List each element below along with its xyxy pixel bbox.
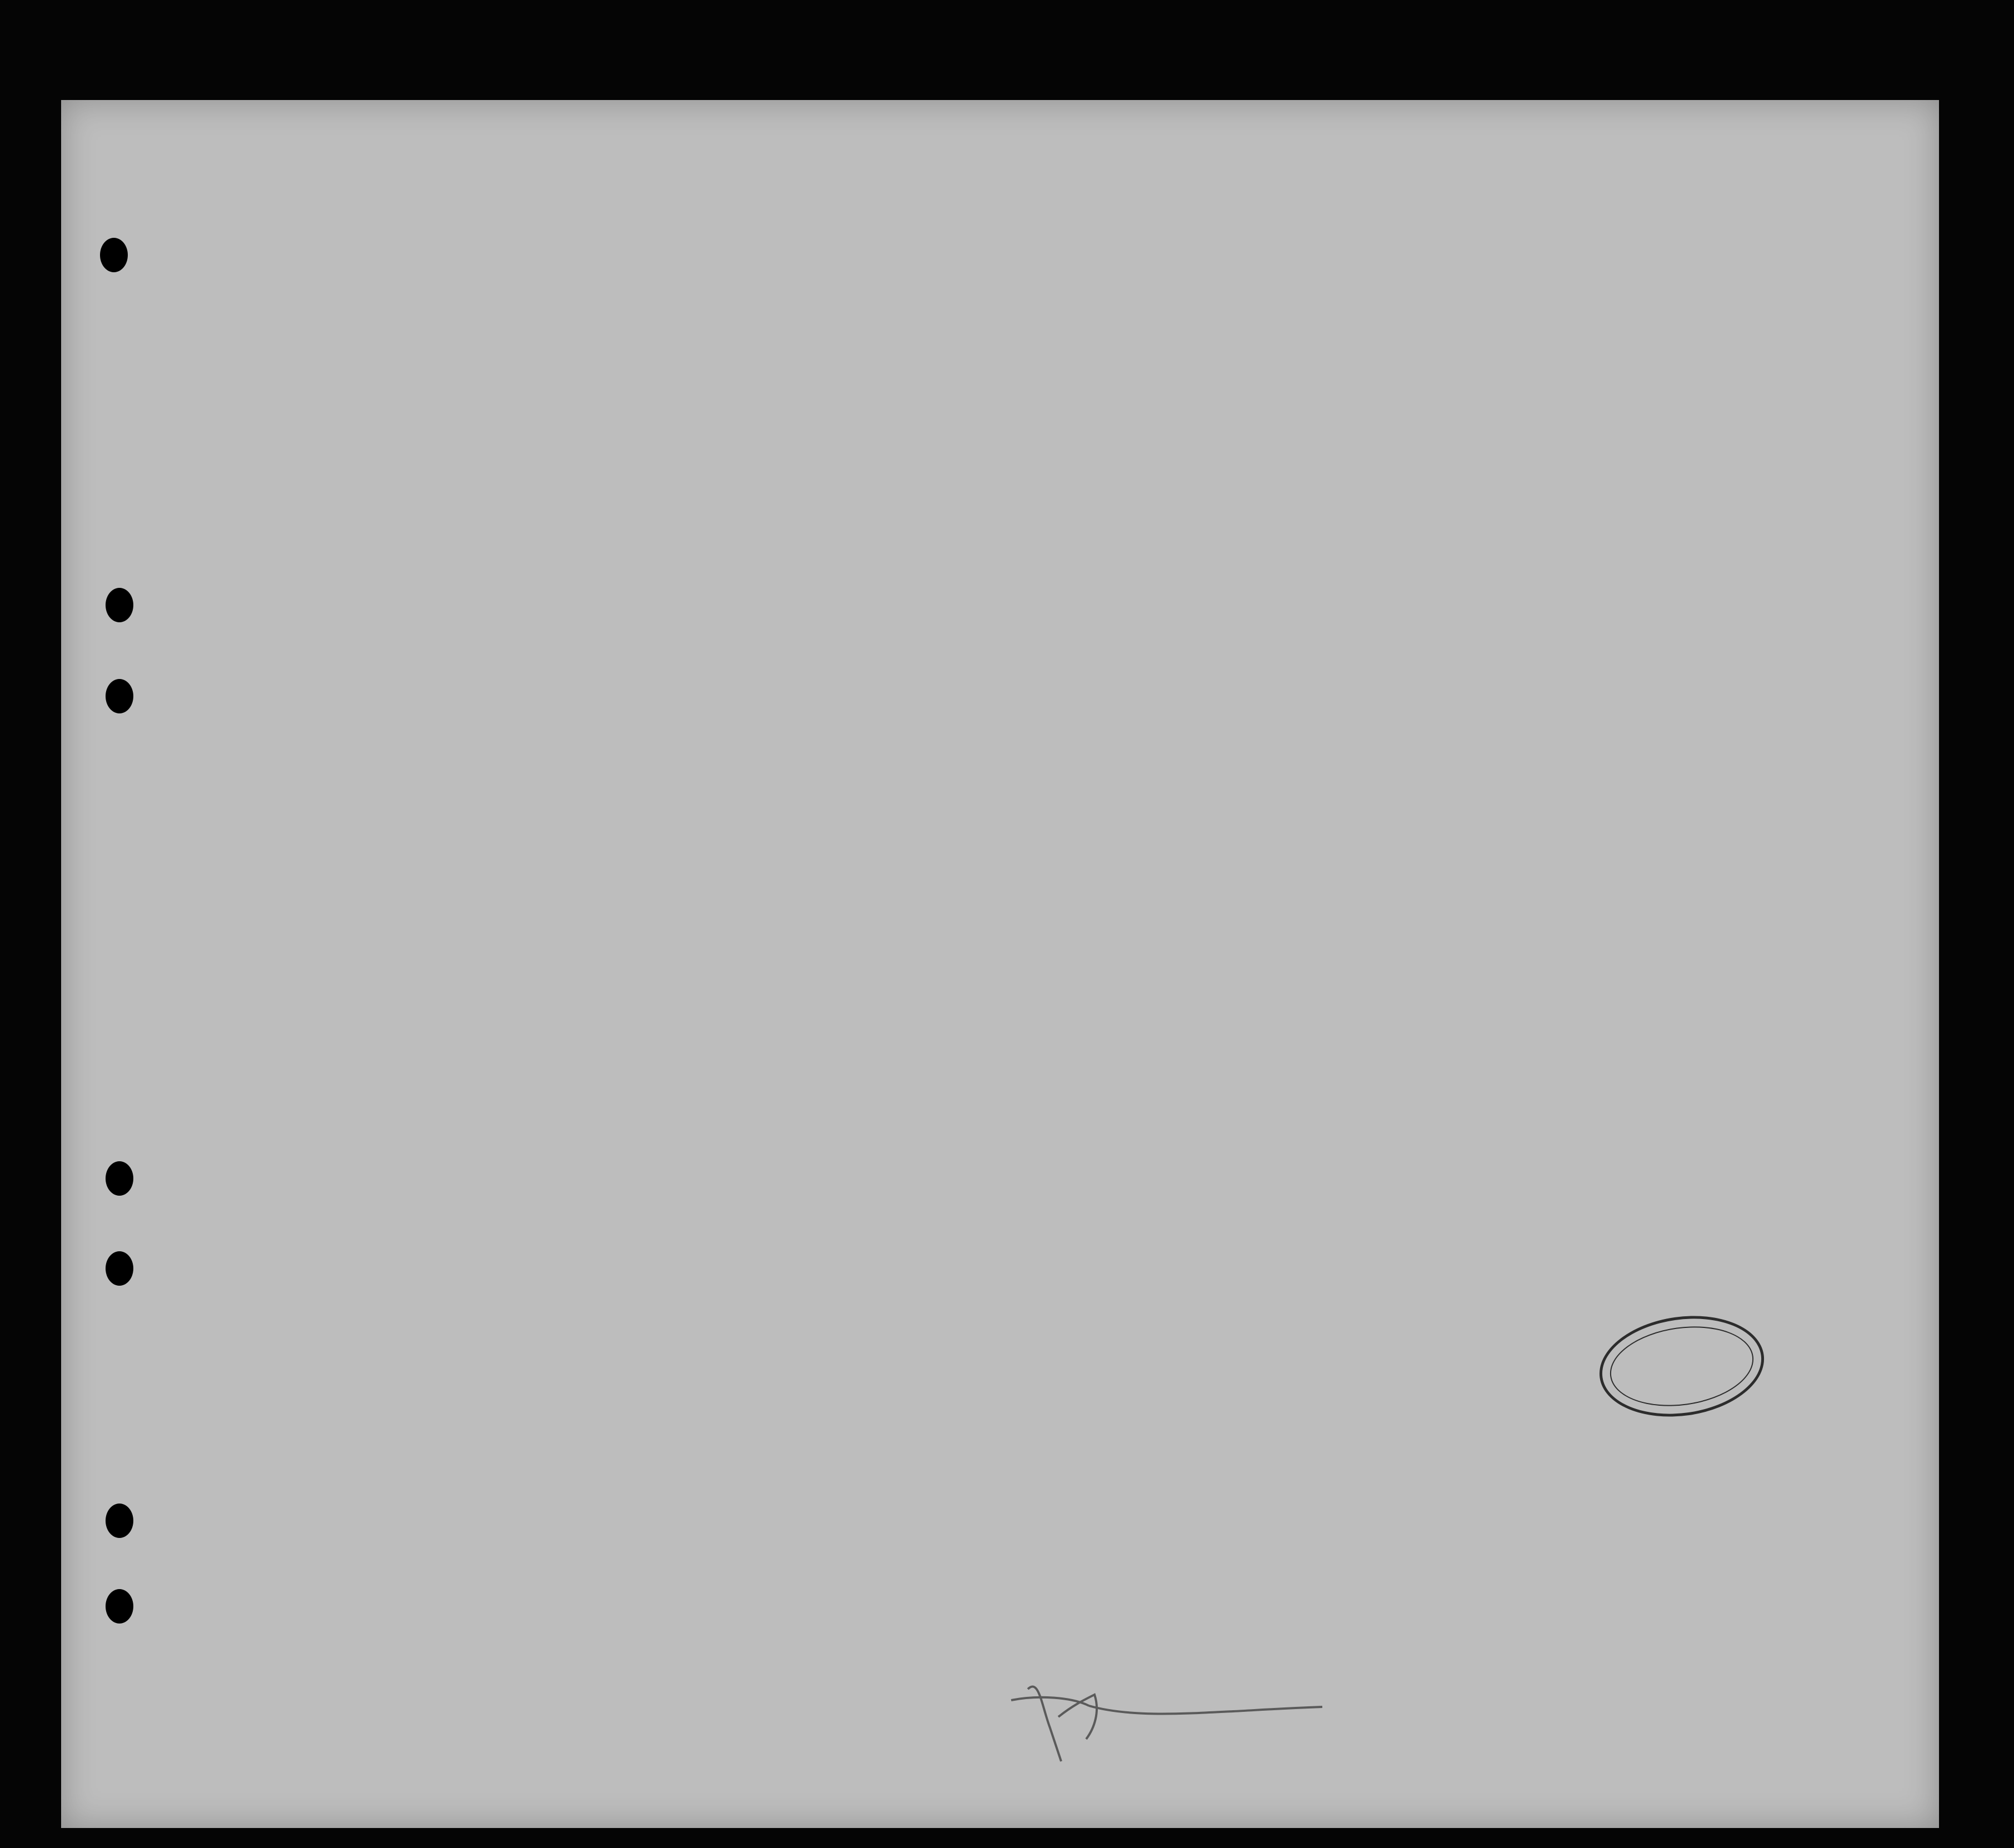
inspector-signature xyxy=(944,1667,1345,1772)
